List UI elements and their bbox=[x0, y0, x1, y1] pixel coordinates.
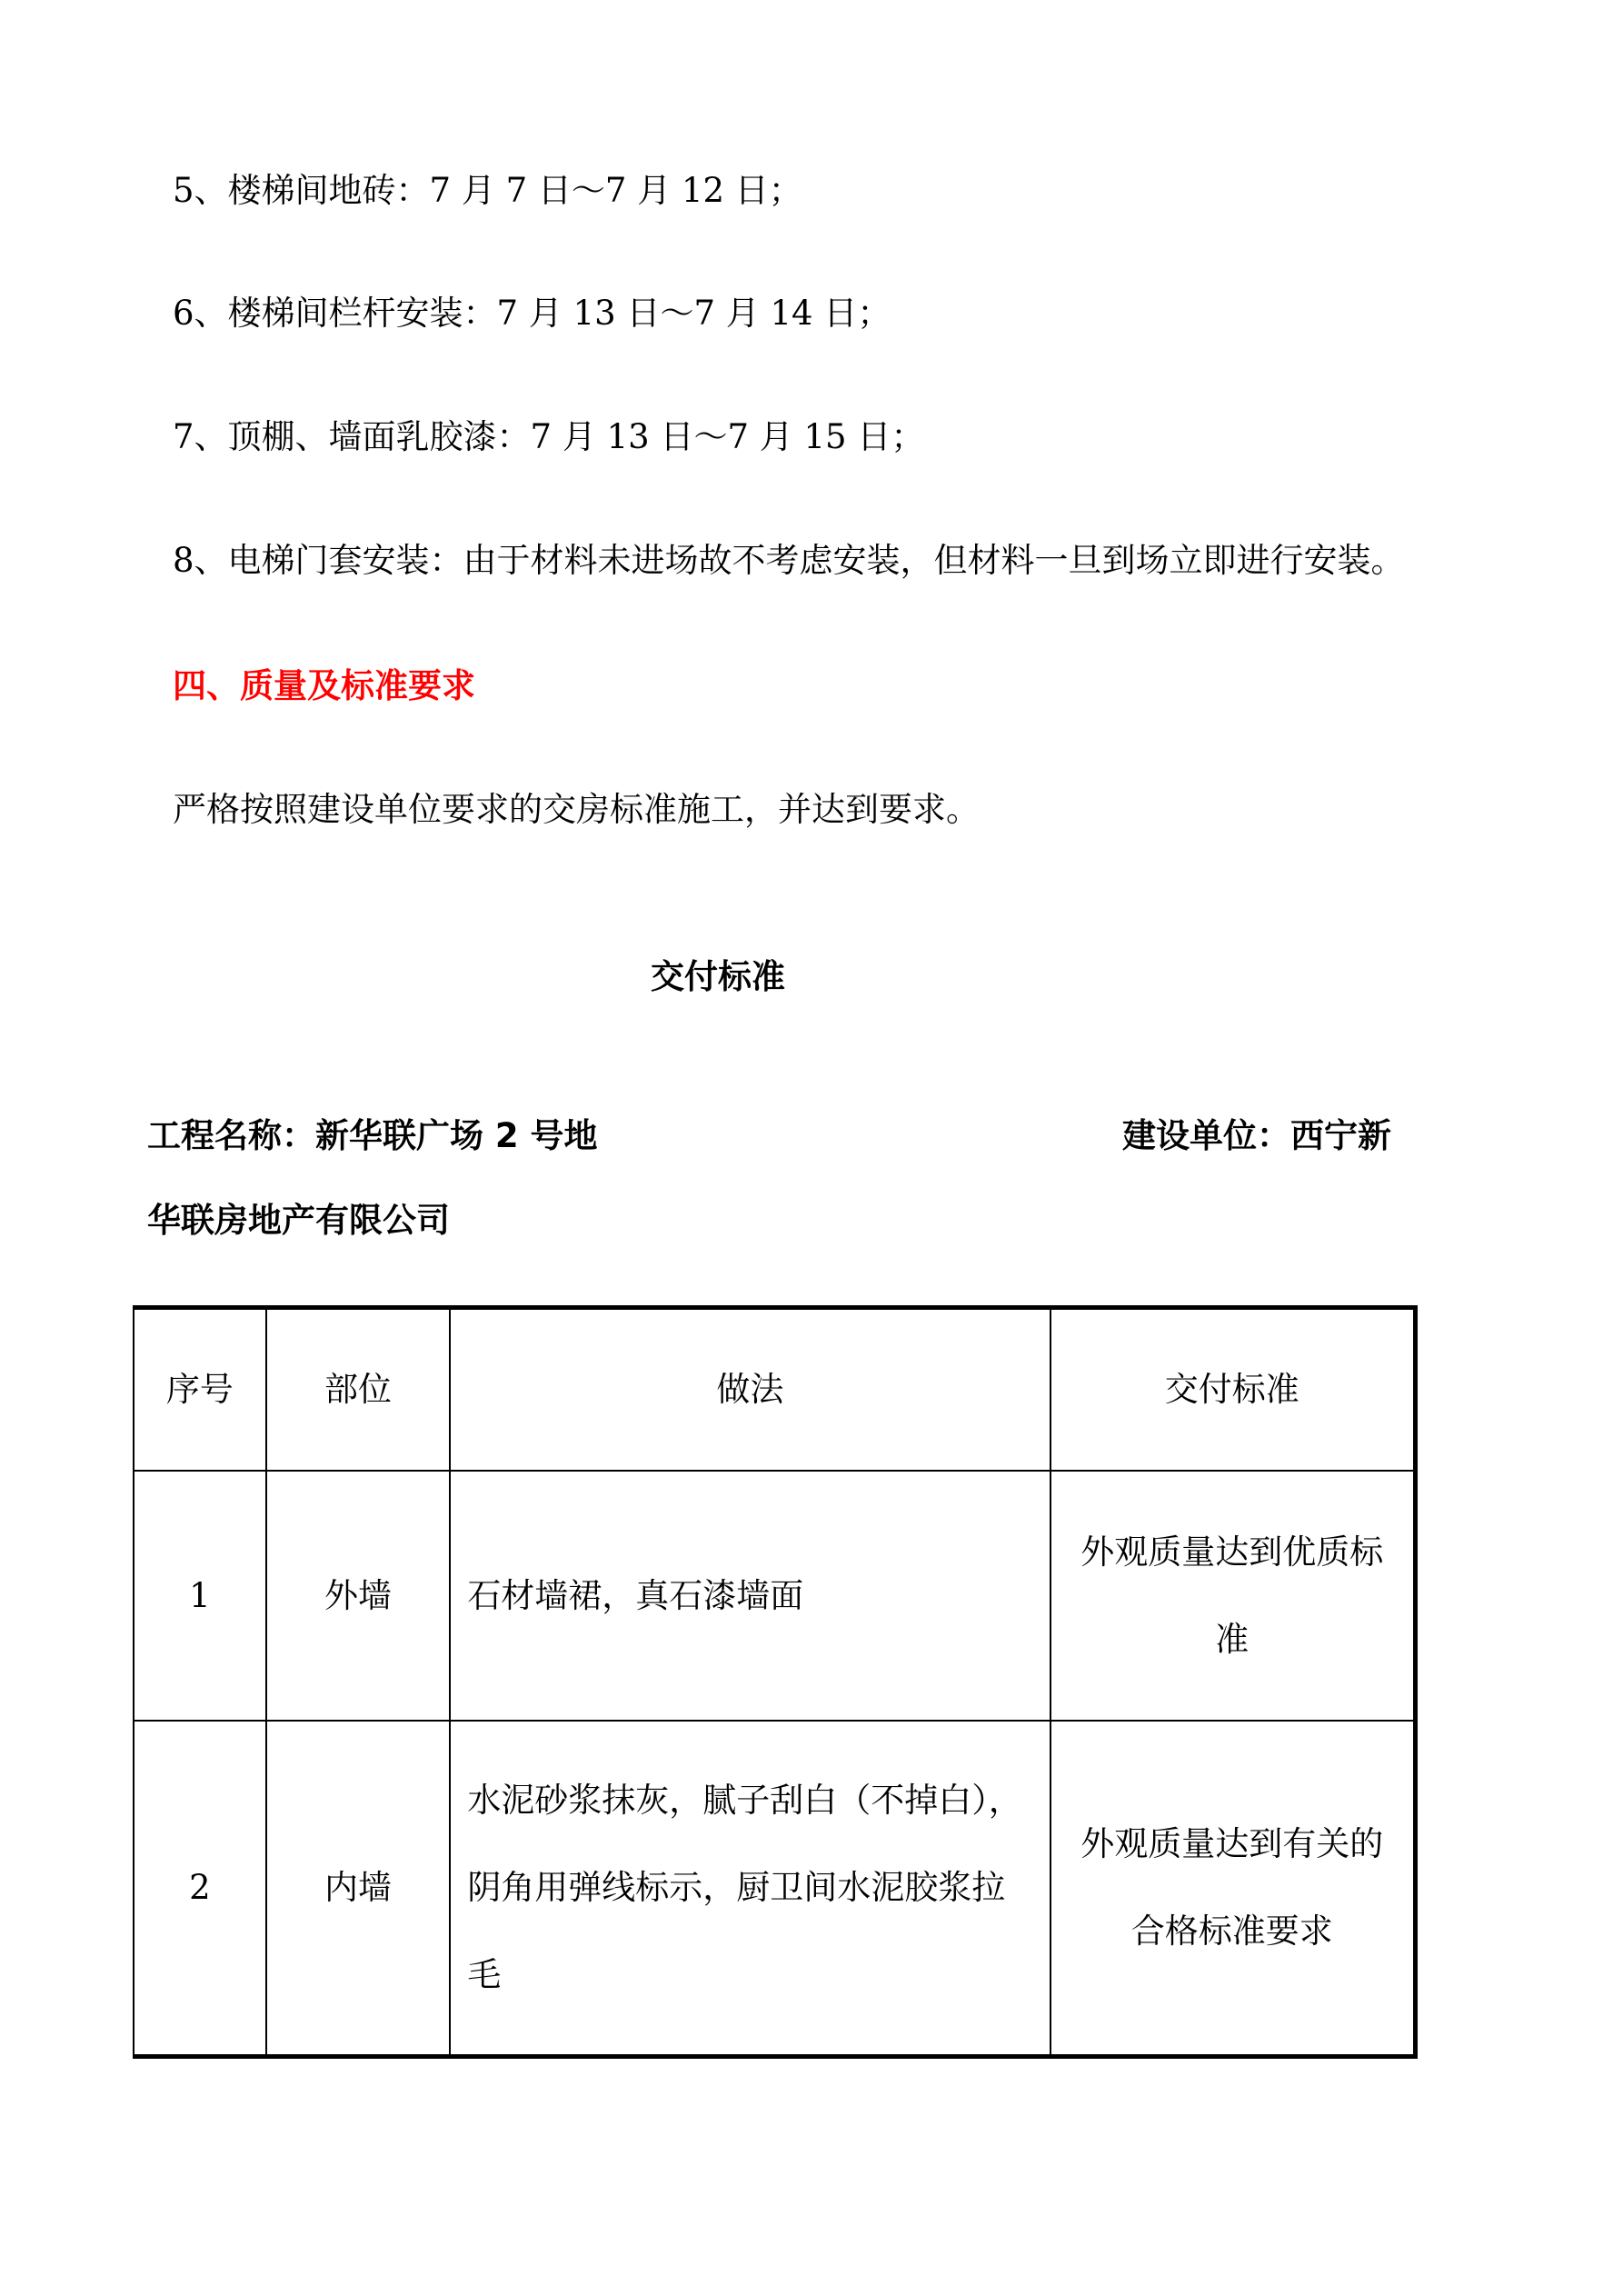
project-owner: 建设单位：西宁新 bbox=[1122, 1116, 1391, 1155]
row-method: 水泥砂浆抹灰，腻子刮白（不掉白），阴角用弹线标示，厨卫间水泥胶浆拉毛 bbox=[450, 1721, 1050, 2057]
header-no: 序号 bbox=[134, 1308, 266, 1472]
row-standard: 外观质量达到有关的合格标准要求 bbox=[1050, 1721, 1416, 2057]
row-part: 外墙 bbox=[266, 1471, 451, 1721]
row-standard: 外观质量达到优质标准 bbox=[1050, 1471, 1416, 1721]
row-part: 内墙 bbox=[266, 1721, 451, 2057]
row-no: 1 bbox=[134, 1471, 266, 1721]
section-heading: 四、质量及标准要求 bbox=[173, 666, 475, 705]
table-row bbox=[134, 1471, 1416, 1721]
table-header-row bbox=[134, 1308, 1416, 1472]
schedule-item-8: 8、电梯门套安装：由于材料未进场故不考虑安装，但材料一旦到场立即进行安装。 bbox=[173, 541, 1405, 580]
project-owner-continued: 华联房地产有限公司 bbox=[147, 1201, 450, 1240]
delivery-standard-table bbox=[133, 1305, 1418, 2059]
header-standard: 交付标准 bbox=[1050, 1308, 1416, 1472]
row-method: 石材墙裙，真石漆墙面 bbox=[450, 1471, 1050, 1721]
schedule-item-7: 7、顶棚、墙面乳胶漆：7 月 13 日～7 月 15 日； bbox=[173, 417, 925, 456]
header-method: 做法 bbox=[450, 1308, 1050, 1472]
section-text: 严格按照建设单位要求的交房标准施工，并达到要求。 bbox=[173, 790, 980, 829]
table-row bbox=[134, 1721, 1416, 2057]
schedule-item-6: 6、楼梯间栏杆安装：7 月 13 日～7 月 14 日； bbox=[173, 294, 891, 333]
table-title: 交付标准 bbox=[651, 957, 785, 996]
header-part: 部位 bbox=[266, 1308, 451, 1472]
schedule-item-5: 5、楼梯间地砖：7 月 7 日～7 月 12 日； bbox=[173, 171, 802, 210]
row-no: 2 bbox=[134, 1721, 266, 2057]
project-name: 工程名称：新华联广场 2 号地 bbox=[147, 1116, 598, 1155]
